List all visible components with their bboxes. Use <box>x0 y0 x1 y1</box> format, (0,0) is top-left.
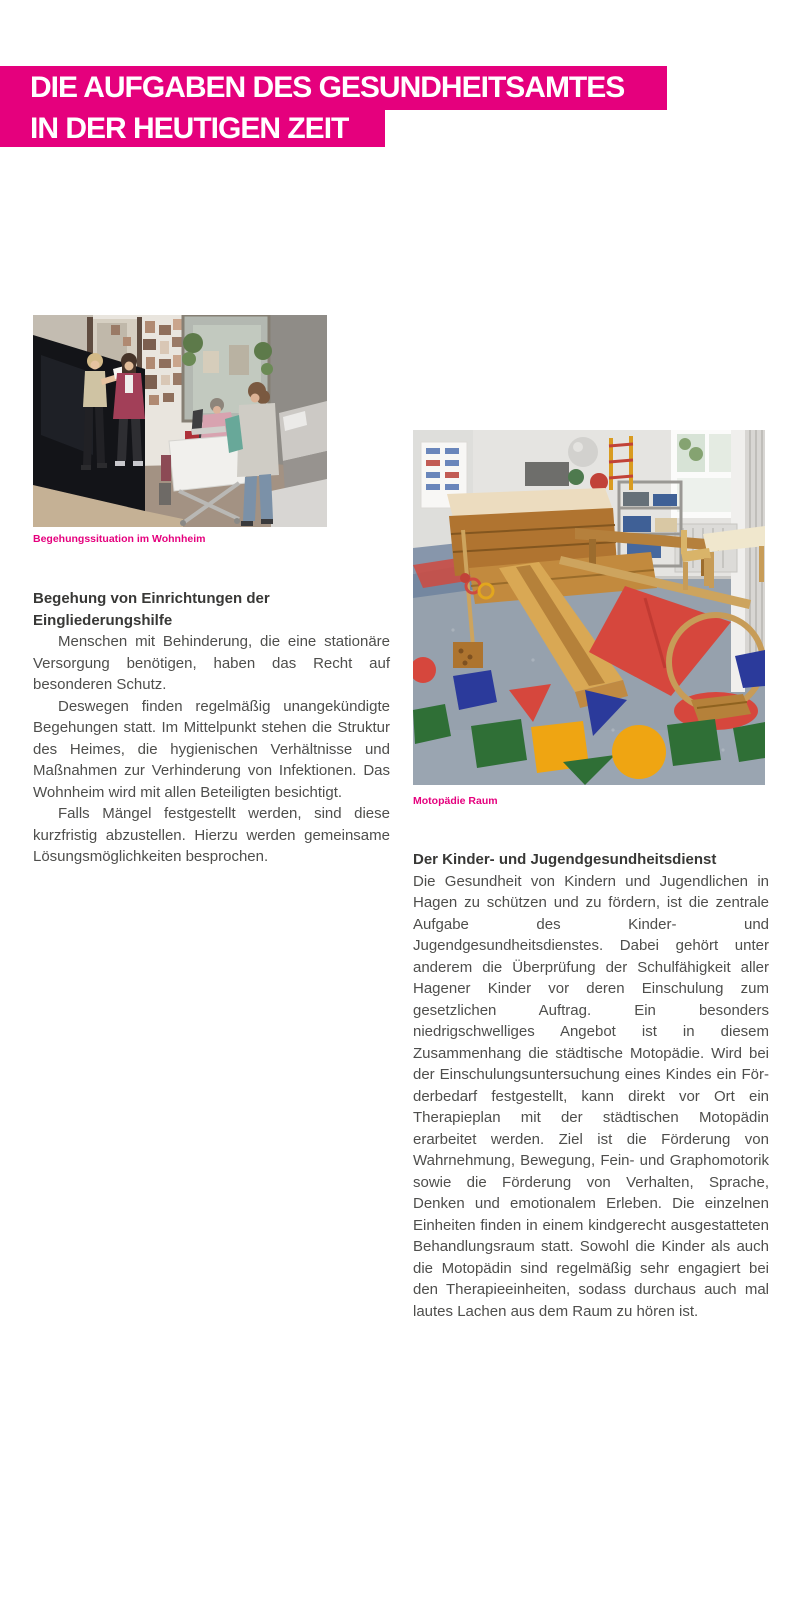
left-article-heading: Begehung von Einrichtungen der Eingliederungshilfe <box>33 590 270 629</box>
page-title-line-1: DIE AUFGABEN DES GESUNDHEITSAMTES <box>0 66 667 110</box>
left-article <box>33 588 390 868</box>
page-title-line-2: IN DER HEUTIGEN ZEIT <box>0 110 385 147</box>
left-article-paragraph-1: Menschen mit Behinderung, die eine stationäre Versorgung benötigen, haben das Recht auf besonderen Schutz. <box>33 633 390 693</box>
wohnheim-photo-illustration <box>33 315 327 527</box>
motopaedie-room-photo <box>413 430 765 785</box>
photo-caption-motopaedie: Motopädie Raum <box>413 795 498 807</box>
right-article-heading: Der Kinder- und Jugendgesundheitsdienst <box>413 851 717 868</box>
right-article-paragraph-1: Die Gesundheit von Kindern und Jugendlichen in Hagen zu schützen und zu fördern, ist die zentrale Aufgabe des Kinder- und Jugendgesundheitsdienstes. Dabei gehört unter anderem die Überprüfung der Schulfähigkeit aller Hagener Kinder vor deren Einschulung zum gesetzlichen Auftrag. Ein besonders niedrigschwelliges Angebot ist in diesem Zusammenhang die städtische Motopädie. Wird bei der Einschulungsuntersuchung eines Kindes ein Förderbedarf festgestellt, kann direkt vor Ort ein Therapieplan mit der städtischen Motopädin erarbeitet werden. Ziel ist die Förderung von Wahrnehmung, Bewegung, Fein- und Graphomotorik sowie die Förderung von Verhalten, Sprache, Denken und emotionalem Erleben. Die einzelnen Einheiten finden in einem kindgerecht ausgestatteten Behandlungsraum statt. Sowohl die Kinder als auch die Motopädin sind regelmäßig sehr engagiert bei den Therapieeinheiten, sodass durchaus auch mal lautes Lachen aus dem Raum zu hören ist. <box>413 872 769 1320</box>
wohnheim-inspection-photo <box>33 315 327 527</box>
photo-caption-wohnheim: Begehungssituation im Wohnheim <box>33 533 206 545</box>
right-article <box>413 849 769 1322</box>
motopaedie-photo-illustration <box>413 430 765 785</box>
left-article-paragraph-3: Falls Mängel festgestellt werden, sind diese kurzfristig abzustellen. Hierzu werden gemeinsame Lösungsmöglichkeiten besprochen. <box>33 805 390 865</box>
left-article-paragraph-2: Deswegen finden regelmäßig unangekündigte Begehungen statt. Im Mittelpunkt stehen die Struktur des Heimes, die hygienischen Verhältnisse und Maßnahmen zur Verhinderung von Infektionen. Das Wohnheim wird mit allen Beteiligten besichtigt. <box>33 697 390 801</box>
